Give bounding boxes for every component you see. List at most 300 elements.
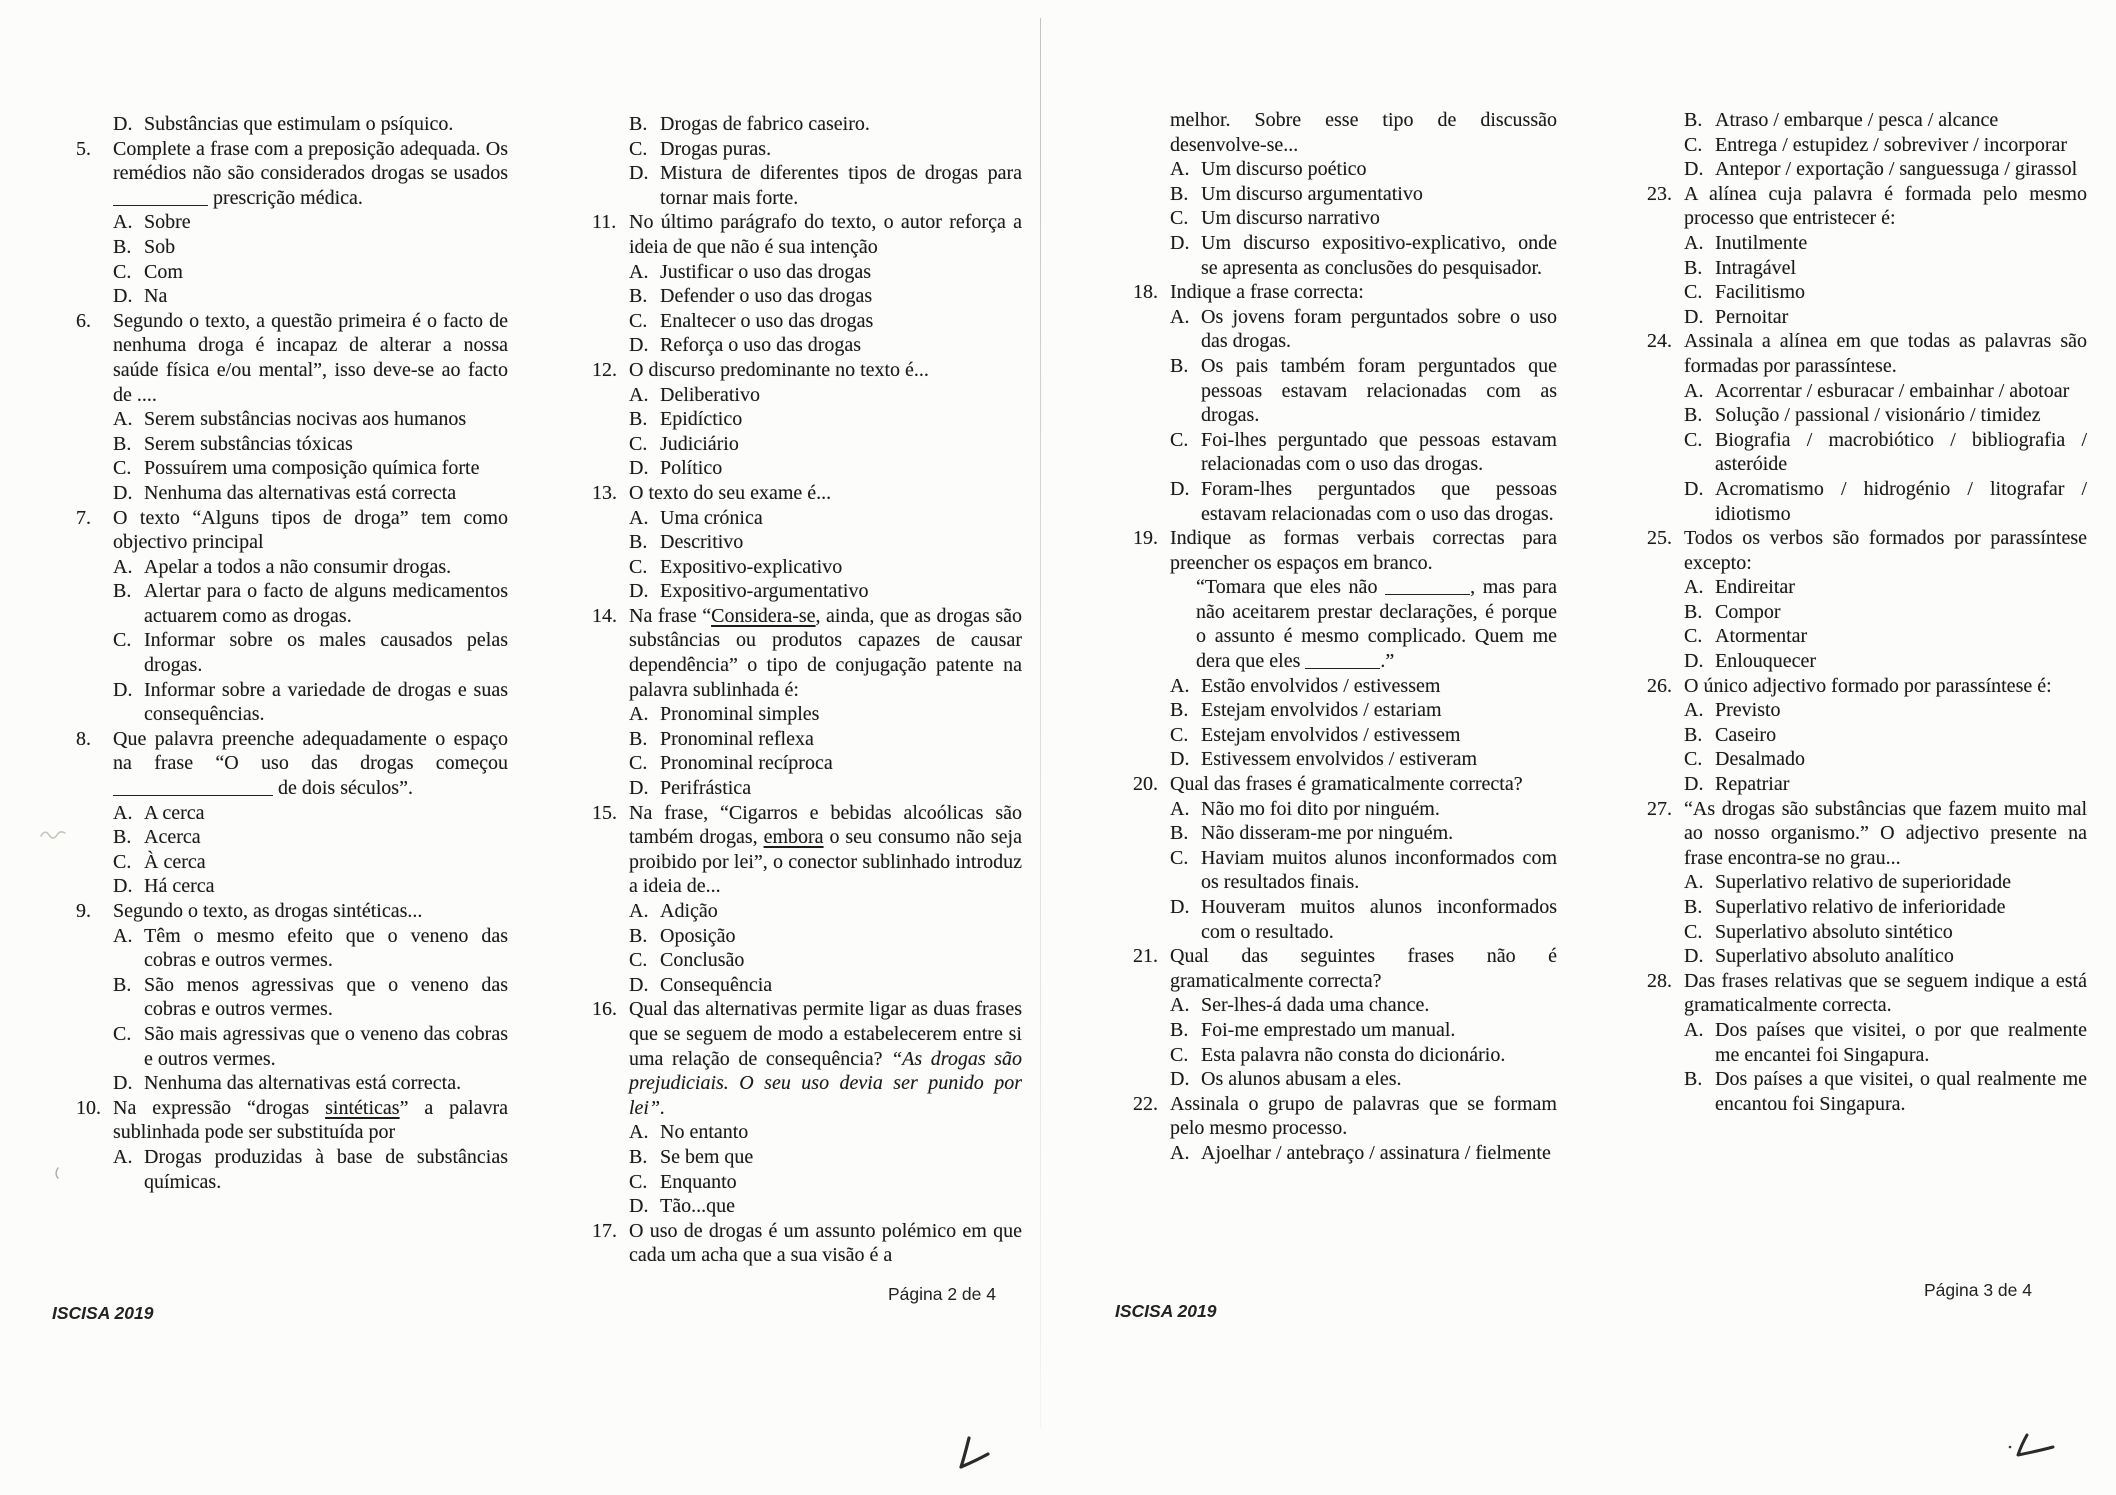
text-run: A cerca (144, 801, 205, 824)
text-run: Drogas de fabrico caseiro. (660, 113, 870, 135)
option-letter: A. (1170, 674, 1190, 697)
text-run: Pronominal reflexa (660, 727, 814, 750)
text-run: São mais agressivas que o veneno das cobras e outros vermes. (144, 1022, 508, 1070)
page-number-left: Página 2 de 4 (887, 1284, 996, 1304)
option-text (660, 900, 718, 922)
option-letter: B. (629, 727, 648, 750)
text-run: Houveram muitos alunos inconformados com o resultado. (1201, 896, 1557, 943)
text-run: Oposição (660, 924, 736, 947)
option-letter: D. (629, 162, 649, 185)
option-D (1133, 477, 1557, 526)
text-run: Pernoitar (1715, 305, 1789, 328)
option-D (1647, 649, 2087, 674)
option-B (76, 579, 508, 628)
option-letter: A. (629, 383, 649, 406)
question-text (1684, 183, 2087, 230)
text-run: Segundo o texto, as drogas sintéticas... (113, 900, 423, 922)
text-run: Pronominal simples (660, 703, 820, 726)
option-text (660, 1195, 735, 1217)
text-run: Esta palavra não consta do dicionário. (1201, 1043, 1506, 1066)
text-run: Serem substâncias nocivas aos humanos (144, 408, 467, 431)
text-run: “Tomara que eles não (1196, 576, 1386, 599)
option-B (76, 825, 508, 850)
option-C (1647, 747, 2087, 772)
option-text (1201, 748, 1477, 770)
text-run: Superlativo absoluto sintético (1715, 920, 1953, 943)
text-run: Os jovens foram perguntados sobre o uso das drogas. (1201, 305, 1557, 353)
option-text (660, 777, 751, 799)
option-text (144, 1023, 508, 1070)
blank-underline (113, 777, 273, 796)
option-letter: D. (1170, 477, 1190, 500)
option-letter: D. (1170, 748, 1190, 771)
option-D (76, 481, 508, 506)
option-B (76, 432, 508, 457)
option-letter: D. (1170, 1068, 1190, 1091)
option-text (1715, 601, 1781, 623)
option-text (144, 580, 508, 627)
text-run: Atormentar (1715, 625, 1808, 648)
option-letter: D. (629, 334, 649, 357)
option-B (592, 924, 1022, 949)
option-letter: B. (1684, 256, 1703, 279)
text-run: Dos países que visitei, o por que realmente me encantei foi Singapura. (1715, 1018, 2087, 1066)
text-run: Enaltecer o uso das drogas (660, 309, 874, 332)
option-letter: D. (1684, 773, 1704, 796)
option-B (76, 235, 508, 260)
option-A (1647, 231, 2087, 256)
option-text (1715, 478, 2087, 525)
option-D (1647, 477, 2087, 526)
option-letter: C. (113, 1022, 132, 1045)
option-letter: B. (1684, 600, 1703, 623)
option-C (592, 751, 1022, 776)
question-text (113, 900, 422, 922)
option-letter: B. (629, 113, 648, 135)
option-letter: A. (629, 703, 649, 726)
option-D (1647, 305, 2087, 330)
option-text (144, 113, 453, 135)
text-run: Expositivo-explicativo (660, 555, 843, 578)
question-number: 21. (1133, 945, 1158, 968)
option-A (76, 407, 508, 432)
option-text (660, 949, 744, 971)
text-run: O único adjectivo formado por parassíntese é: (1684, 674, 2052, 697)
option-text (144, 236, 175, 258)
text-run: Haviam muitos alunos inconformados com os resultados finais. (1201, 846, 1557, 894)
text-run: Enquanto (660, 1170, 737, 1193)
option-D (592, 776, 1022, 801)
option-text (660, 285, 872, 307)
text-run: sintéticas (325, 1096, 400, 1119)
option-B (1647, 1067, 2087, 1116)
text-run: Informar sobre a variedade de drogas e suas consequências. (144, 678, 508, 726)
question-number: 6. (76, 309, 91, 332)
question-17 (592, 1219, 1022, 1268)
question-text (629, 605, 1022, 701)
option-letter: A. (1684, 871, 1704, 894)
question-text (629, 359, 929, 381)
text-run: Estejam envolvidos / estariam (1201, 699, 1442, 722)
question-16 (592, 997, 1022, 1120)
question-15 (592, 801, 1022, 899)
option-A (76, 555, 508, 580)
option-C (1647, 920, 2087, 945)
option-D (1647, 944, 2087, 969)
question-text (1684, 675, 2052, 697)
option-letter: D. (113, 285, 133, 308)
text-run: Perifrástica (660, 777, 752, 800)
option-letter: A. (113, 408, 133, 431)
option-letter: A. (1170, 158, 1190, 181)
option-letter: B. (1170, 182, 1189, 205)
text-run: Reforça o uso das drogas (660, 334, 862, 357)
question-text (1170, 281, 1364, 303)
text-run: Um discurso expositivo-explicativo, onde se apresenta as conclusões do pesquisador. (1201, 231, 1557, 279)
exam-column-1 (76, 112, 508, 1194)
text-run: Serem substâncias tóxicas (144, 432, 353, 455)
option-letter: B. (629, 285, 648, 308)
question-number: 8. (76, 727, 91, 750)
option-A (592, 260, 1022, 285)
option-text (660, 408, 742, 430)
text-run: , ainda, que as drogas são substâncias ou produtos capazes de causar dependência” o tipo de conjugação patente na palavra sublinhada é: (629, 604, 1022, 701)
option-D (76, 284, 508, 309)
option-text (660, 728, 814, 750)
option-text (660, 703, 819, 725)
text-run: Expositivo-argumentativo (660, 580, 869, 603)
text-run: Drogas produzidas à base de substâncias químicas. (144, 1145, 508, 1193)
option-letter: A. (1170, 797, 1190, 820)
option-letter: C. (629, 309, 648, 332)
text-run: Superlativo absoluto analítico (1715, 945, 1954, 968)
text-run: Qual das alternativas permite ligar as duas frases que se seguem de modo a estabelecerem entre si uma relação de consequência? (629, 998, 1022, 1070)
question-25 (1647, 526, 2087, 575)
question-number: 10. (76, 1096, 101, 1119)
option-text (1201, 429, 1557, 476)
handwritten-checkmark-right (2006, 1432, 2060, 1464)
text-run: Alertar para o facto de alguns medicamentos actuarem como as drogas. (144, 580, 508, 627)
exam-column-2 (592, 112, 1022, 1268)
option-letter: C. (1170, 428, 1189, 451)
question-text (1170, 945, 1557, 992)
option-text (1201, 1142, 1551, 1164)
option-text (1715, 232, 1807, 254)
option-letter: A. (1684, 699, 1704, 722)
option-letter: C. (113, 457, 132, 480)
option-D (76, 678, 508, 727)
question-number: 23. (1647, 182, 1672, 205)
option-A (1133, 797, 1557, 822)
option-text (1715, 257, 1796, 279)
text-run: Estejam envolvidos / estivessem (1201, 723, 1461, 746)
option-text (144, 974, 508, 1021)
question-8 (76, 727, 508, 801)
text-run: Um discurso argumentativo (1201, 182, 1423, 205)
option-letter: C. (629, 1170, 648, 1193)
blank-underline (1385, 576, 1470, 595)
text-run: Epidíctico (660, 408, 743, 431)
text-run: Foi-lhes perguntado que pessoas estavam relacionadas com o uso das drogas. (1201, 428, 1557, 476)
text-run: Foram-lhes perguntados que pessoas estavam relacionadas com o uso das drogas. (1201, 477, 1557, 525)
option-D (592, 1194, 1022, 1219)
option-text (1201, 1068, 1402, 1090)
text-run: Ser-lhes-á dada uma chance. (1201, 994, 1430, 1017)
option-letter: B. (1684, 723, 1703, 746)
option-A (592, 506, 1022, 531)
question-number: 25. (1647, 527, 1672, 550)
option-letter: D. (113, 481, 133, 504)
option-text (1715, 429, 2087, 476)
option-text (144, 679, 508, 726)
option-letter: C. (113, 850, 132, 873)
option-letter: D. (629, 580, 649, 603)
text-run: Mistura de diferentes tipos de drogas para tornar mais forte. (660, 162, 1022, 209)
question-number: 14. (592, 604, 617, 627)
question-text (113, 138, 508, 209)
option-letter: C. (113, 260, 132, 283)
option-A (1647, 1018, 2087, 1067)
text-run: Deliberativo (660, 383, 760, 406)
option-B (1647, 403, 2087, 428)
option-A (76, 210, 508, 235)
pencil-smudge (38, 826, 68, 842)
question-text (629, 802, 1022, 898)
text-run: Assinala o grupo de palavras que se formam pelo mesmo processo. (1170, 1092, 1557, 1140)
text-run: Informar sobre os males causados pelas drogas. (144, 629, 508, 677)
text-run: Estão envolvidos / estivessem (1201, 674, 1441, 697)
text-run: de dois séculos”. (273, 777, 413, 800)
text-run: Defender o uso das drogas (660, 285, 873, 308)
option-C (76, 1022, 508, 1071)
text-run: O texto do seu exame é... (629, 481, 832, 504)
question-6 (76, 309, 508, 407)
option-letter: C. (629, 432, 648, 455)
option-D (592, 579, 1022, 604)
question-28 (1647, 969, 2087, 1018)
option-text (1715, 306, 1788, 328)
option-letter: B. (1684, 1068, 1703, 1091)
text-run: Os pais também foram perguntados que pessoas estavam relacionadas com as drogas. (1201, 354, 1557, 427)
option-text (144, 629, 508, 676)
question-23 (1647, 182, 2087, 231)
text-run: À cerca (144, 850, 206, 873)
text-run: Indique a frase correcta: (1170, 281, 1364, 304)
question-27 (1647, 797, 2087, 871)
text-run: Assinala a alínea em que todas as palavras são formadas por parassíntese. (1684, 330, 2087, 377)
option-text (144, 925, 508, 972)
question-text (1170, 527, 1557, 574)
text-run: No entanto (660, 1121, 749, 1144)
text-run: Consequência (660, 973, 773, 996)
question-26 (1647, 674, 2087, 699)
option-text (144, 261, 183, 283)
option-C (1647, 428, 2087, 477)
option-D (592, 973, 1022, 998)
option-D (1647, 772, 2087, 797)
stray-pen-tick (52, 1166, 62, 1180)
option-C (592, 948, 1022, 973)
option-text (144, 1072, 461, 1094)
option-text (1201, 994, 1429, 1016)
text-run: O texto “Alguns tipos de droga” tem como objectivo principal (113, 506, 508, 554)
text-run: Que palavra preenche adequadamente o espaço na frase “O uso das drogas começou (113, 727, 508, 775)
option-B (1133, 698, 1557, 723)
option-text (1201, 306, 1557, 353)
option-text (660, 162, 1022, 209)
question-9 (76, 899, 508, 924)
text-run: Previsto (1715, 699, 1781, 722)
option-A (1133, 674, 1557, 699)
option-text (1201, 232, 1557, 279)
option-letter: C. (1170, 723, 1189, 746)
question-12 (592, 358, 1022, 383)
option-text (660, 507, 763, 529)
option-text (1201, 798, 1440, 820)
text-run: Acerca (144, 826, 201, 849)
option-C (1647, 133, 2087, 158)
text-run: Descritivo (660, 531, 744, 554)
option-B (1133, 1018, 1557, 1043)
question-continuation (1133, 108, 1557, 157)
option-D (592, 161, 1022, 210)
question-7 (76, 506, 508, 555)
option-letter: C. (1170, 846, 1189, 869)
blank-underline (1305, 650, 1380, 669)
text-run: Foi-me emprestado um manual. (1201, 1018, 1456, 1041)
text-run: No último parágrafo do texto, o autor reforça a ideia de que não é sua intenção (629, 211, 1022, 258)
text-run: Nenhuma das alternativas está correcta (144, 481, 457, 504)
text-run: Na expressão “drogas (113, 1096, 326, 1119)
exam-column-4 (1647, 108, 2087, 1116)
option-letter: B. (113, 235, 132, 258)
question-13 (592, 481, 1022, 506)
text-run: Conclusão (660, 949, 745, 972)
option-C (592, 309, 1022, 334)
option-text (1715, 921, 1953, 943)
option-letter: B. (1684, 404, 1703, 427)
text-run: Das frases relativas que se seguem indique a está gramaticalmente correcta. (1684, 969, 2087, 1017)
question-quote (1133, 575, 1557, 673)
option-text (144, 408, 466, 430)
option-letter: B. (629, 408, 648, 431)
option-text (1201, 207, 1380, 229)
text-run: Não disseram-me por ninguém. (1201, 822, 1454, 845)
option-letter: C. (113, 629, 132, 652)
question-11 (592, 210, 1022, 259)
text-run: Uma crónica (660, 506, 763, 529)
text-run: melhor. Sobre esse tipo de discussão desenvolve-se... (1170, 109, 1557, 156)
option-D (592, 333, 1022, 358)
text-run: O discurso predominante no texto é... (629, 358, 929, 381)
option-letter: D. (1170, 896, 1190, 918)
text-run: Endireitar (1715, 576, 1795, 599)
option-text (660, 261, 871, 283)
option-text (144, 433, 353, 455)
option-text (1715, 896, 2005, 918)
option-letter: D. (1684, 477, 1704, 500)
option-letter: A. (1684, 379, 1704, 402)
option-text (1201, 675, 1440, 697)
question-text (113, 1097, 508, 1144)
option-letter: C. (629, 137, 648, 160)
option-C (592, 1170, 1022, 1195)
option-text (1715, 773, 1789, 795)
text-run: Os alunos abusam a eles. (1201, 1068, 1402, 1091)
option-letter: A. (629, 1121, 649, 1144)
option-B (1647, 895, 2087, 920)
option-text (1715, 281, 1805, 303)
option-C (592, 432, 1022, 457)
option-letter: D. (1684, 305, 1704, 328)
page-number-right: Página 3 de 4 (1923, 1280, 2032, 1300)
option-letter: D. (113, 113, 133, 135)
text-run: Superlativo relativo de inferioridade (1715, 896, 2006, 918)
option-text (660, 138, 771, 160)
text-run: Se bem que (660, 1145, 754, 1168)
question-number: 7. (76, 506, 91, 529)
text-run: Pronominal recíproca (660, 752, 833, 775)
option-A (592, 702, 1022, 727)
question-text (629, 211, 1022, 258)
option-letter: C. (629, 752, 648, 775)
option-letter: B. (113, 432, 132, 455)
option-text (1201, 699, 1442, 721)
question-text (113, 507, 508, 554)
text-run: Complete a frase com a preposição adequada. Os remédios não são considerados drogas se usados (113, 137, 508, 185)
question-24 (1647, 329, 2087, 378)
text-run: Enlouquecer (1715, 650, 1817, 673)
option-letter: C. (1684, 281, 1703, 304)
option-letter: B. (1170, 822, 1189, 845)
text-run: Considera-se (711, 604, 816, 627)
option-letter: D. (629, 777, 649, 800)
question-number: 12. (592, 358, 617, 381)
text-run: Entrega / estupidez / sobreviver / incorporar (1715, 133, 2068, 156)
option-letter: D. (113, 875, 133, 898)
option-D (1133, 1067, 1557, 1092)
option-letter: D. (113, 1072, 133, 1095)
text-run: Há cerca (144, 875, 215, 898)
option-text (1715, 158, 2077, 180)
text-run: Sob (144, 235, 176, 258)
option-letter: C. (1170, 207, 1189, 230)
option-text (1201, 183, 1423, 205)
question-20 (1133, 772, 1557, 797)
option-C (592, 555, 1022, 580)
option-letter: B. (113, 973, 132, 996)
option-B (592, 530, 1022, 555)
question-number: 16. (592, 998, 617, 1021)
option-letter: D. (629, 1195, 649, 1218)
text-run: .” (1380, 650, 1395, 673)
text-run: Drogas puras. (660, 137, 772, 160)
text-run: Qual das frases é gramaticalmente correcta? (1170, 773, 1523, 796)
option-letter: D. (629, 457, 649, 480)
question-text (113, 310, 508, 406)
option-A (592, 1120, 1022, 1145)
option-text (144, 802, 205, 824)
option-text (660, 1146, 753, 1168)
option-A (1647, 698, 2087, 723)
option-letter: B. (1684, 896, 1703, 918)
option-text (1715, 404, 2041, 426)
question-number: 11. (592, 211, 617, 234)
option-A (76, 924, 508, 973)
option-letter: B. (629, 531, 648, 554)
option-text (144, 211, 191, 233)
footer-brand-left: ISCISA 2019 (52, 1303, 154, 1323)
